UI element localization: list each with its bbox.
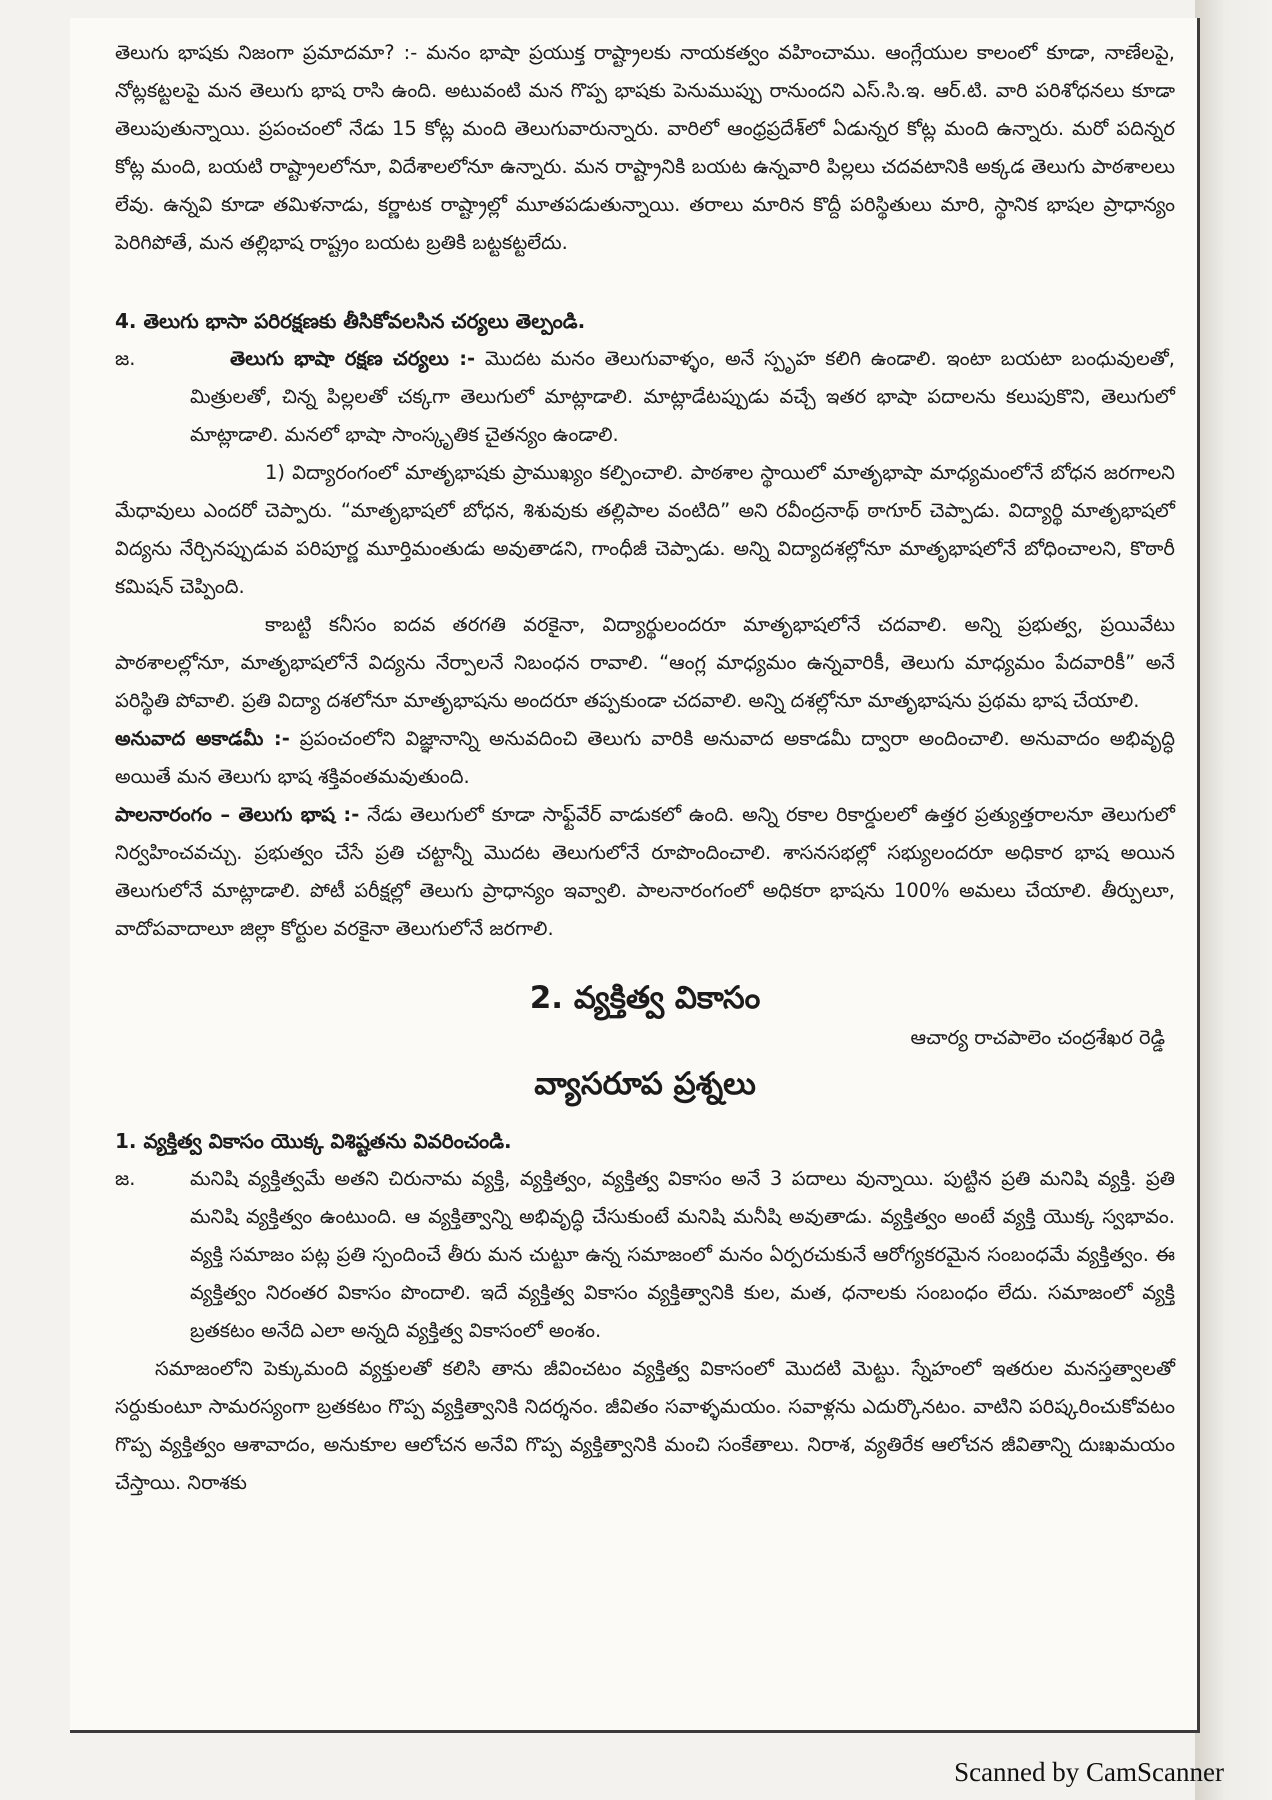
question-4: 4. తెలుగు భాసా పరిరక్షణకు తీసికోవలసిన చర్యలు తెల్పండి. <box>115 309 586 333</box>
protection-measures-label: తెలుగు భాషా రక్షణ చర్యలు :- <box>230 347 476 370</box>
question-1: 1. వ్యక్తిత్వ వికాసం యొక్క విశిష్టతను వివరించండి. <box>115 1129 512 1153</box>
medium-paragraph: కాబట్టి కనీసం ఐదవ తరగతి వరకైనా, విద్యార్థులందరూ మాతృభాషలోనే చదవాలి. అన్ని ప్రభుత్వ, ప్రయివేటు పాఠశాలల్లోనూ, మాతృభాషలోనే విద్యను నేర్పాలనే నిబంధన రావాలి. “ఆంగ్ల మాధ్యమం ఉన్నవారికీ, తెలుగు మాధ్యమం పేదవారికీ” అనే పరిస్థితి పోవాలి. ప్రతి విద్యా దశలోనూ మాతృభాషను అందరూ తప్పకుండా చదవాలి. అన్ని దశల్లోనూ మాతృభాషను ప్రథమ భాష చేయాలి. <box>115 613 1175 712</box>
page-edge-shadow <box>1195 0 1272 1800</box>
protection-measures-text: మొదట మనం తెలుగువాళ్ళం, అనే స్పృహ కలిగి ఉండాలి. ఇంటా బయటా బంధువులతో, మిత్రులతో, చిన్న పిల్లలతో చక్కగా తెలుగులో మాట్లాడాలి. మాట్లాడేటప్పుడు వచ్చే ఇతర భాషా పదాలను కలుపుకొని, తెలుగులో మాట్లాడాలి. మనలో భాషా సాంస్కృతిక చైతన్యం ఉండాలి. <box>190 347 1175 446</box>
page-content <box>115 34 1175 1502</box>
administration-label: పాలనారంగం – తెలుగు భాష :- <box>115 803 360 826</box>
answer-marker: జ. <box>115 347 136 370</box>
answer-1-paragraph: మనిషి వ్యక్తిత్వమే అతని చిరునామ వ్యక్తి, వ్యక్తిత్వం, వ్యక్తిత్వ వికాసం అనే 3 పదాలు వున్నాయి. పుట్టిన ప్రతి మనిషి వ్యక్తి. ప్రతి మనిషి వ్యక్తిత్వం ఉంటుంది. ఆ వ్యక్తిత్వాన్ని అభివృద్ధి చేసుకుంటే మనిషి మనీషి అవుతాడు. వ్యక్తిత్వం అంటే వ్యక్తి యొక్క స్వభావం. వ్యక్తి సమాజం పట్ల ప్రతి స్పందించే తీరు మన చుట్టూ ఉన్న సమాజంలో మనం ఏర్పరచుకునే ఆరోగ్యకరమైన సంబంధమే వ్యక్తిత్వం. ఈ వ్యక్తిత్వం నిరంతర వికాసం పొందాలి. ఇదే వ్యక్తిత్వ వికాసం వ్యక్తిత్వానికి కుల, మత, ధనాలకు సంబంధం లేదు. సమాజంలో వ్యక్తి బ్రతకటం అనేది ఎలా అన్నది వ్యక్తిత్వ వికాసంలో అంశం. <box>190 1167 1175 1342</box>
translation-academy-text: ప్రపంచంలోని విజ్ఞానాన్ని అనువదించి తెలుగు వారికి అనువాద అకాడమీ ద్వారా అందించాలి. అనువాదం అభివృద్ధి అయితే మన తెలుగు భాష శక్తివంతమవుతుంది. <box>115 727 1175 788</box>
translation-paragraph <box>115 720 1175 796</box>
chapter-subtitle: వ్యాసరూప ప్రశ్నలు <box>534 1066 756 1102</box>
answer-1-continued: సమాజంలోని పెక్కుమంది వ్యక్తులతో కలిసి తాను జీవించటం వ్యక్తిత్వ వికాసంలో మొదటి మెట్టు. స్నేహంలో ఇతరుల మనస్తత్వాలతో సర్దుకుంటూ సామరస్యంగా బ్రతకటం గొప్ప వ్యక్తిత్వానికి నిదర్శనం. జీవితం సవాళ్ళమయం. సవాళ్లను ఎదుర్కొనటం. వాటిని పరిష్కరించుకోవటం గొప్ప వ్యక్తిత్వం ఆశావాదం, అనుకూల ఆలోచన అనేవి గొప్ప వ్యక్తిత్వానికి మంచి సంకేతాలు. నిరాశ, వ్యతిరేక ఆలోచన జీవితాన్ని దుఃఖమయం చేస్తాయి. నిరాశకు <box>115 1357 1175 1494</box>
chapter-author: ఆచార్య రాచపాలెం చంద్రశేఖర రెడ్డి <box>910 1026 1165 1049</box>
administration-paragraph <box>115 796 1175 948</box>
answer-4 <box>115 340 1175 454</box>
answer-1 <box>115 1160 1175 1350</box>
answer-marker: జ. <box>115 1167 136 1190</box>
chapter-title: 2. వ్యక్తిత్వ వికాసం <box>529 980 761 1016</box>
answer-4-intro <box>190 340 1175 454</box>
scanner-watermark: Scanned by CamScanner <box>954 1757 1224 1787</box>
scanned-page <box>70 18 1200 1733</box>
administration-text: నేడు తెలుగులో కూడా సాఫ్ట్‌వేర్ వాడుకలో ఉంది. అన్ని రకాల రికార్డులలో ఉత్తర ప్రత్యుత్తరాలనూ తెలుగులో నిర్వహించవచ్చు. ప్రభుత్వం చేసే ప్రతి చట్టాన్నీ మొదట తెలుగులోనే రూపొందించాలి. శాసనసభల్లో సభ్యులందరూ అధికార భాష అయిన తెలుగులోనే మాట్లాడాలి. పోటీ పరీక్షల్లో తెలుగు ప్రాధాన్యం ఇవ్వాలి. పాలనారంగంలో అధికరా భాషను 100% అమలు చేయాలి. తీర్పులూ, వాదోపవాదాలూ జిల్లా కోర్టుల వరకైనా తెలుగులోనే జరగాలి. <box>115 803 1175 940</box>
education-paragraph: 1) విద్యారంగంలో మాతృభాషకు ప్రాముఖ్యం కల్పించాలి. పాఠశాల స్థాయిలో మాతృభాషా మాధ్యమంలోనే బోధన జరగాలని మేధావులు ఎందరో చెప్పారు. “మాతృభాషలో బోధన, శిశువుకు తల్లిపాల వంటిది” అని రవీంద్రనాథ్ ఠాగూర్ చెప్పాడు. విద్యార్థి మాతృభాషలో విద్యను నేర్చినప్పుడువ పరిపూర్ణ మూర్తిమంతుడు అవుతాడని, గాంధీజీ చెప్పాడు. అన్ని విద్యాదశల్లోనూ మాతృభాషలోనే బోధించాలని, కొఠారీ కమిషన్ చెప్పింది. <box>115 461 1175 598</box>
translation-academy-label: అనువాద అకాడమీ :- <box>115 727 290 750</box>
intro-paragraph: తెలుగు భాషకు నిజంగా ప్రమాదమా? :- మనం భాషా ప్రయుక్త రాష్ట్రాలకు నాయకత్వం వహించాము. ఆంగ్లేయుల కాలంలో కూడా, నాణేలపై, నోట్లకట్టలపై మన తెలుగు భాష రాసి ఉంది. అటువంటి మన గొప్ప భాషకు పెనుముప్పు రానుందని ఎస్.సి.ఇ. ఆర్.టి. వారి పరిశోధనలు కూడా తెలుపుతున్నాయి. ప్రపంచంలో నేడు 15 కోట్ల మంది తెలుగువారున్నారు. వారిలో ఆంధ్రప్రదేశ్‌లో ఏడున్నర కోట్ల మంది ఉన్నారు. మరో పదిన్నర కోట్ల మంది, బయటి రాష్ట్రాలలోనూ, విదేశాలలోనూ ఉన్నారు. మన రాష్ట్రానికి బయట ఉన్నవారి పిల్లలు చదవటానికి అక్కడ తెలుగు పాఠశాలలు లేవు. ఉన్నవి కూడా తమిళనాడు, కర్ణాటక రాష్ట్రాల్లో మూతపడుతున్నాయి. తరాలు మారిన కొద్దీ పరిస్థితులు మారి, స్థానిక భాషల ప్రాధాన్యం పెరిగిపోతే, మన తల్లిభాష రాష్ట్రం బయట బ్రతికి బట్టకట్టలేదు. <box>115 41 1175 254</box>
